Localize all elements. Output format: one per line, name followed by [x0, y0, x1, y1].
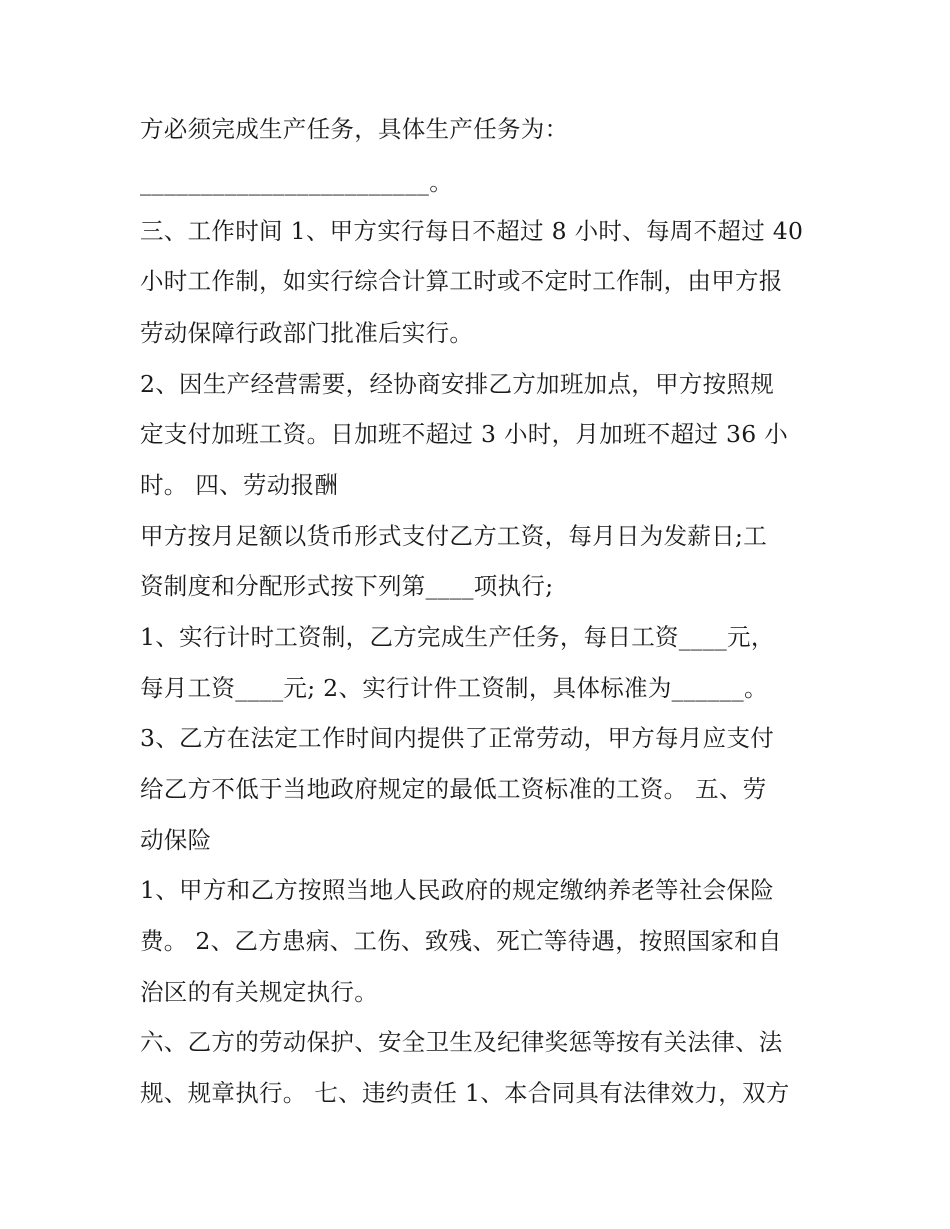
text-line: 治区的有关规定执行。: [140, 978, 378, 1006]
text-line: 资制度和分配形式按下列第____项执行;: [140, 572, 554, 600]
text-line: 小时工作制，如实行综合计算工时或不定时工作制，由甲方报: [140, 267, 783, 295]
text-line: 规、规章执行。 七、违约责任 1、本合同具有法律效力，双方: [140, 1079, 790, 1107]
text-line: 方必须完成生产任务，具体生产任务为：: [140, 115, 569, 143]
text-line: 定支付加班工资。日加班不超过 3 小时，月加班不超过 36 小: [140, 420, 789, 448]
text-line: 3、乙方在法定工作时间内提供了正常劳动，甲方每月应支付: [140, 724, 775, 752]
text-line: 1、甲方和乙方按照当地人民政府的规定缴纳养老等社会保险: [140, 876, 775, 904]
text-line: 劳动保障行政部门批准后实行。: [140, 319, 474, 347]
text-line: 甲方按月足额以货币形式支付乙方工资，每月日为发薪日;工: [140, 522, 768, 550]
text-line: 每月工资____元; 2、实行计件工资制，具体标准为______。: [140, 674, 768, 702]
text-line: 给乙方不低于当地政府规定的最低工资标准的工资。 五、劳: [140, 775, 767, 803]
text-line: 1、实行计时工资制，乙方完成生产任务，每日工资____元，: [140, 623, 775, 651]
text-line: ________________________。: [140, 168, 453, 196]
text-line: 三、工作时间 1、甲方实行每日不超过 8 小时、每周不超过 40: [140, 217, 804, 245]
text-line: 2、因生产经营需要，经协商安排乙方加班加点，甲方按照规: [140, 370, 775, 398]
text-line: 动保险: [140, 826, 212, 854]
text-line: 六、乙方的劳动保护、安全卫生及纪律奖惩等按有关法律、法: [140, 1028, 783, 1056]
text-line: 时。 四、劳动报酬: [140, 471, 339, 499]
text-line: 费。 2、乙方患病、工伤、致残、死亡等待遇，按照国家和自: [140, 927, 782, 955]
